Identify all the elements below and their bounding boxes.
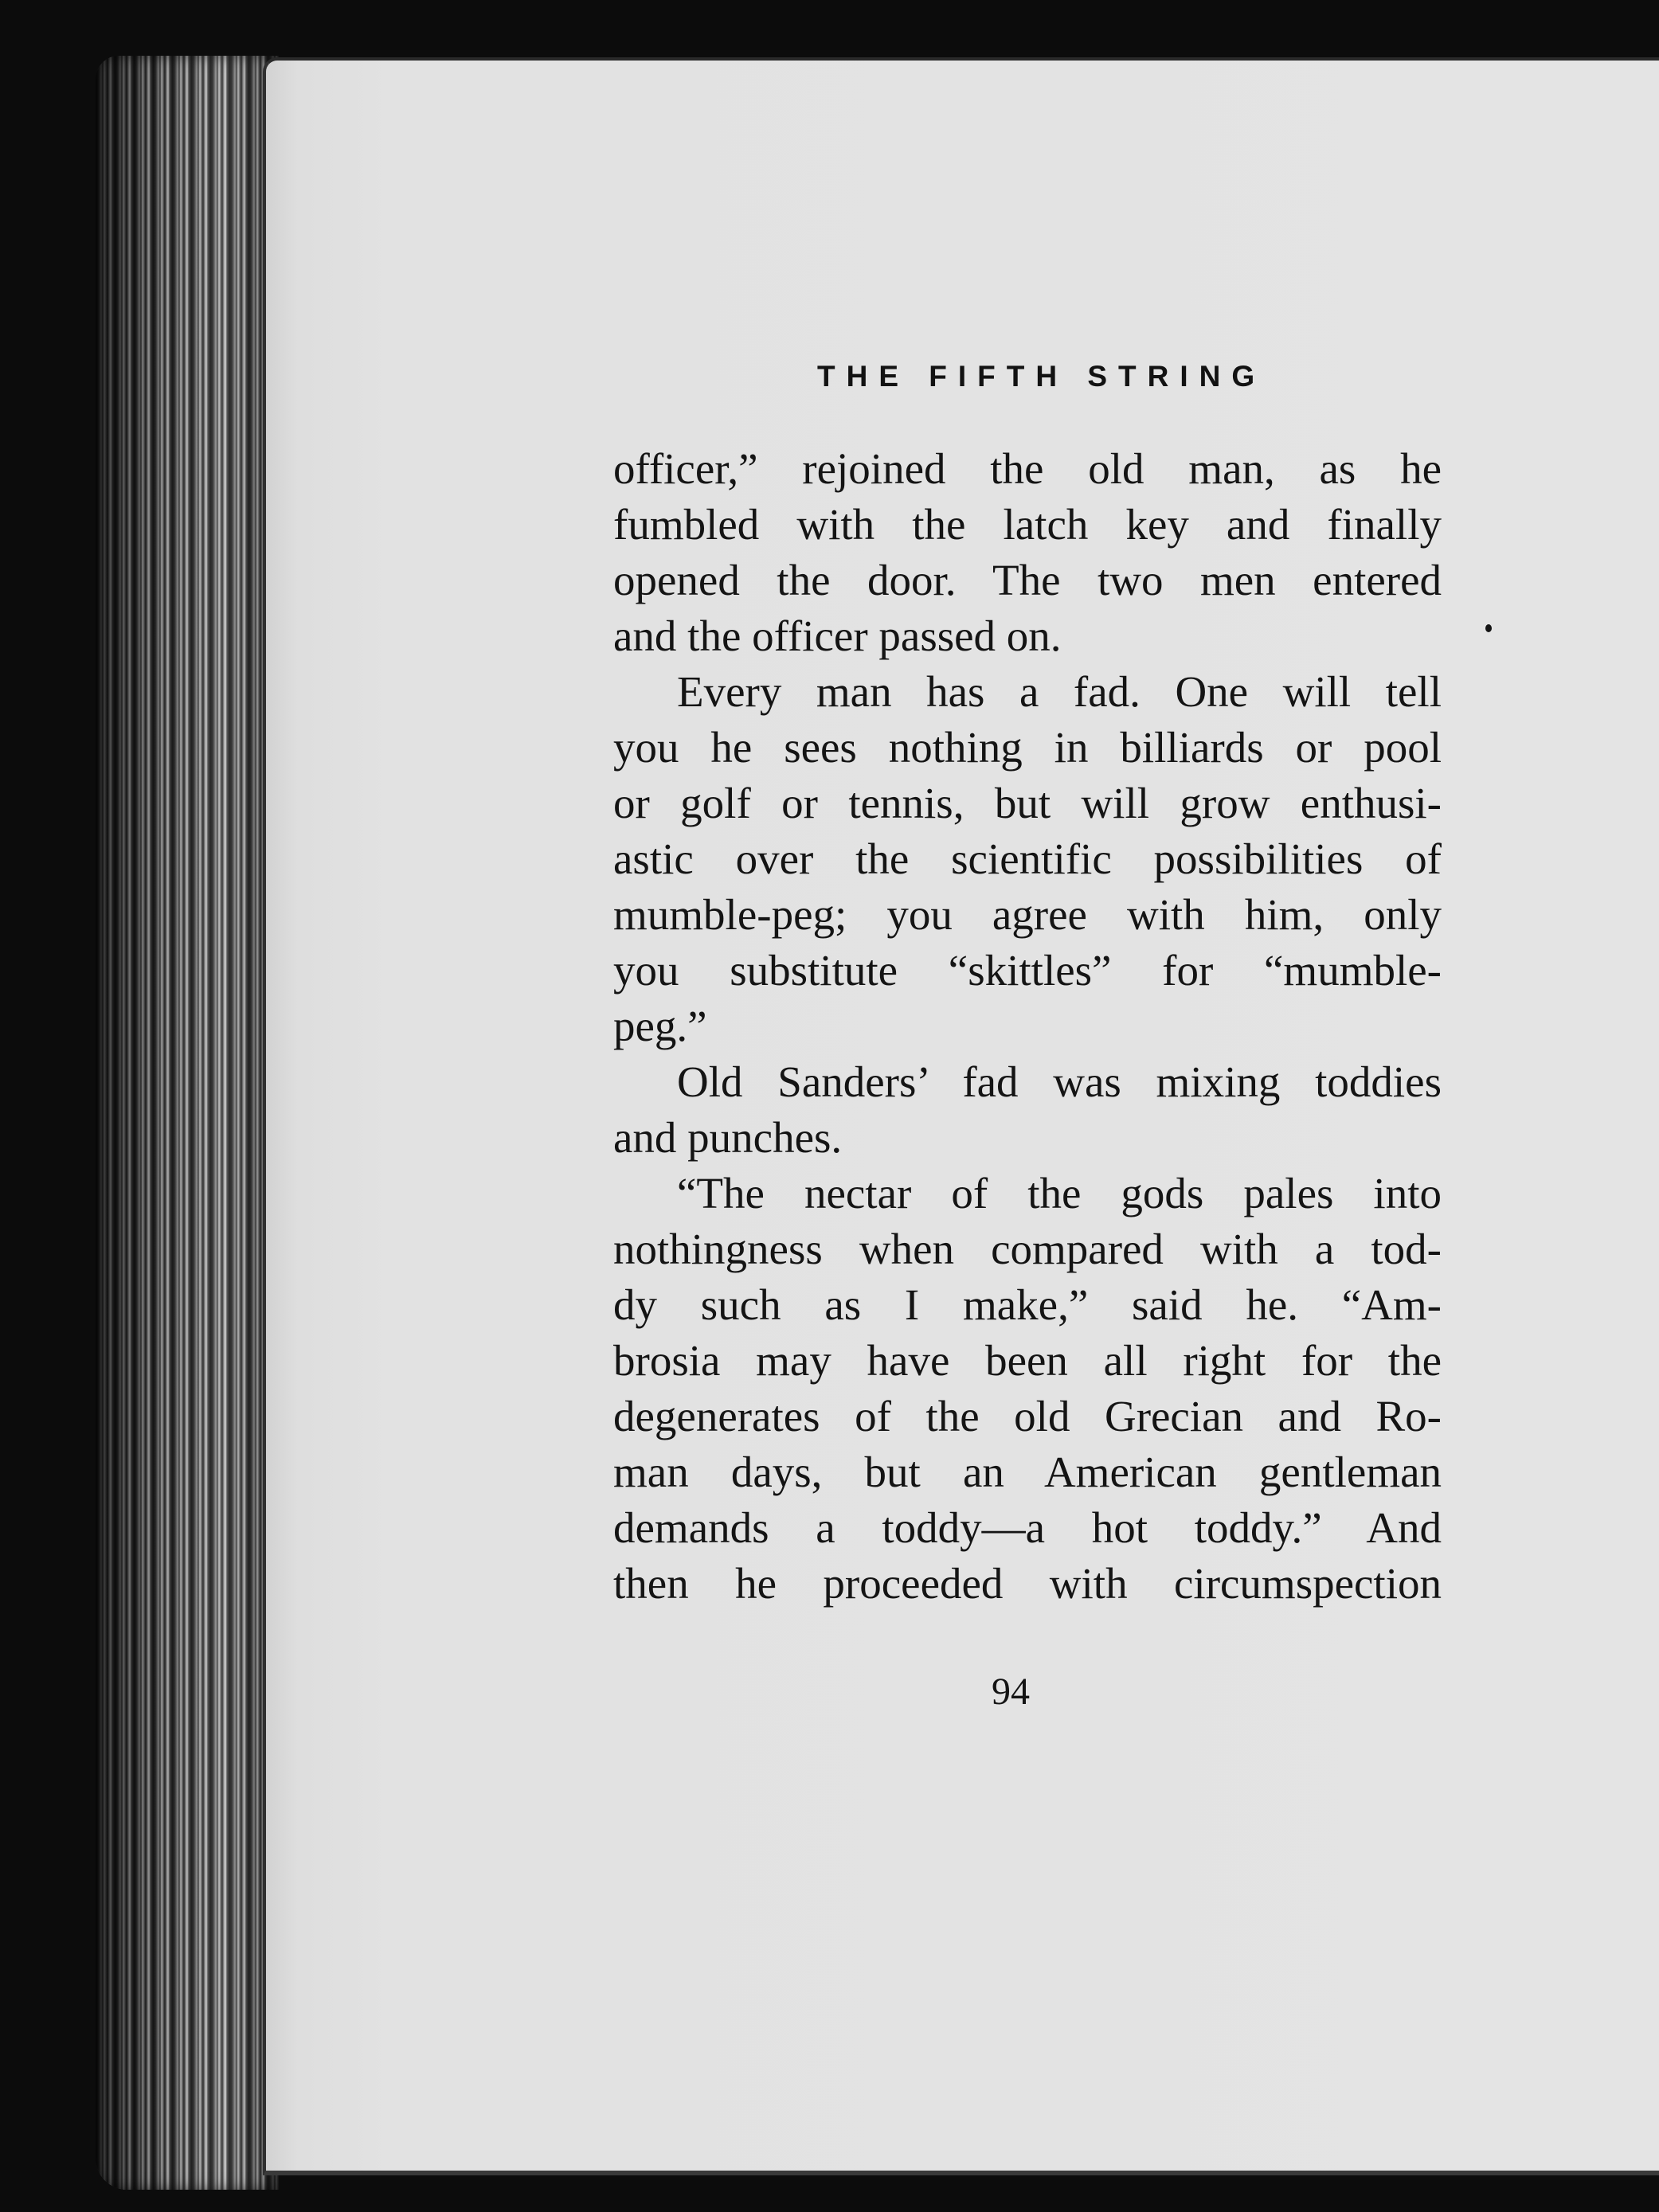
text-line: demands a toddy—a hot toddy.” And [613, 1503, 1442, 1552]
text-line: Every man has a fad. One will tell [677, 667, 1442, 716]
text-line: astic over the scientific possibilities of [613, 834, 1442, 883]
text-line: mumble-peg; you agree with him, only [613, 890, 1442, 939]
text-line: brosia may have been all right for the [613, 1336, 1442, 1385]
running-head: THE FIFTH STRING [817, 360, 1266, 393]
text-line: nothingness when compared with a tod- [613, 1225, 1442, 1273]
text-line: officer,” rejoined the old man, as he [613, 444, 1442, 493]
text-line: degenerates of the old Grecian and Ro- [613, 1392, 1442, 1440]
book-page-edges [96, 56, 279, 2190]
text-line: man days, but an American gentleman [613, 1448, 1442, 1496]
text-line: you substitute “skittles” for “mumble- [613, 946, 1442, 995]
body-text [613, 441, 1442, 1612]
text-line: and punches. [613, 1113, 843, 1162]
text-line: you he sees nothing in billiards or pool [613, 723, 1442, 772]
ink-speck [1485, 624, 1492, 632]
text-line: then he proceeded with circumspection [613, 1559, 1442, 1608]
text-line: opened the door. The two men entered [613, 556, 1442, 604]
text-line: peg.” [613, 1002, 707, 1050]
text-line: and the officer passed on. [613, 612, 1062, 660]
page-number: 94 [992, 1671, 1030, 1713]
text-line: or golf or tennis, but will grow enthusi- [613, 779, 1442, 827]
text-line: Old Sanders’ fad was mixing toddies [677, 1057, 1442, 1106]
text-line: “The nectar of the gods pales into [677, 1169, 1442, 1217]
text-line: fumbled with the latch key and finally [613, 500, 1442, 549]
text-line: dy such as I make,” said he. “Am- [613, 1280, 1442, 1329]
